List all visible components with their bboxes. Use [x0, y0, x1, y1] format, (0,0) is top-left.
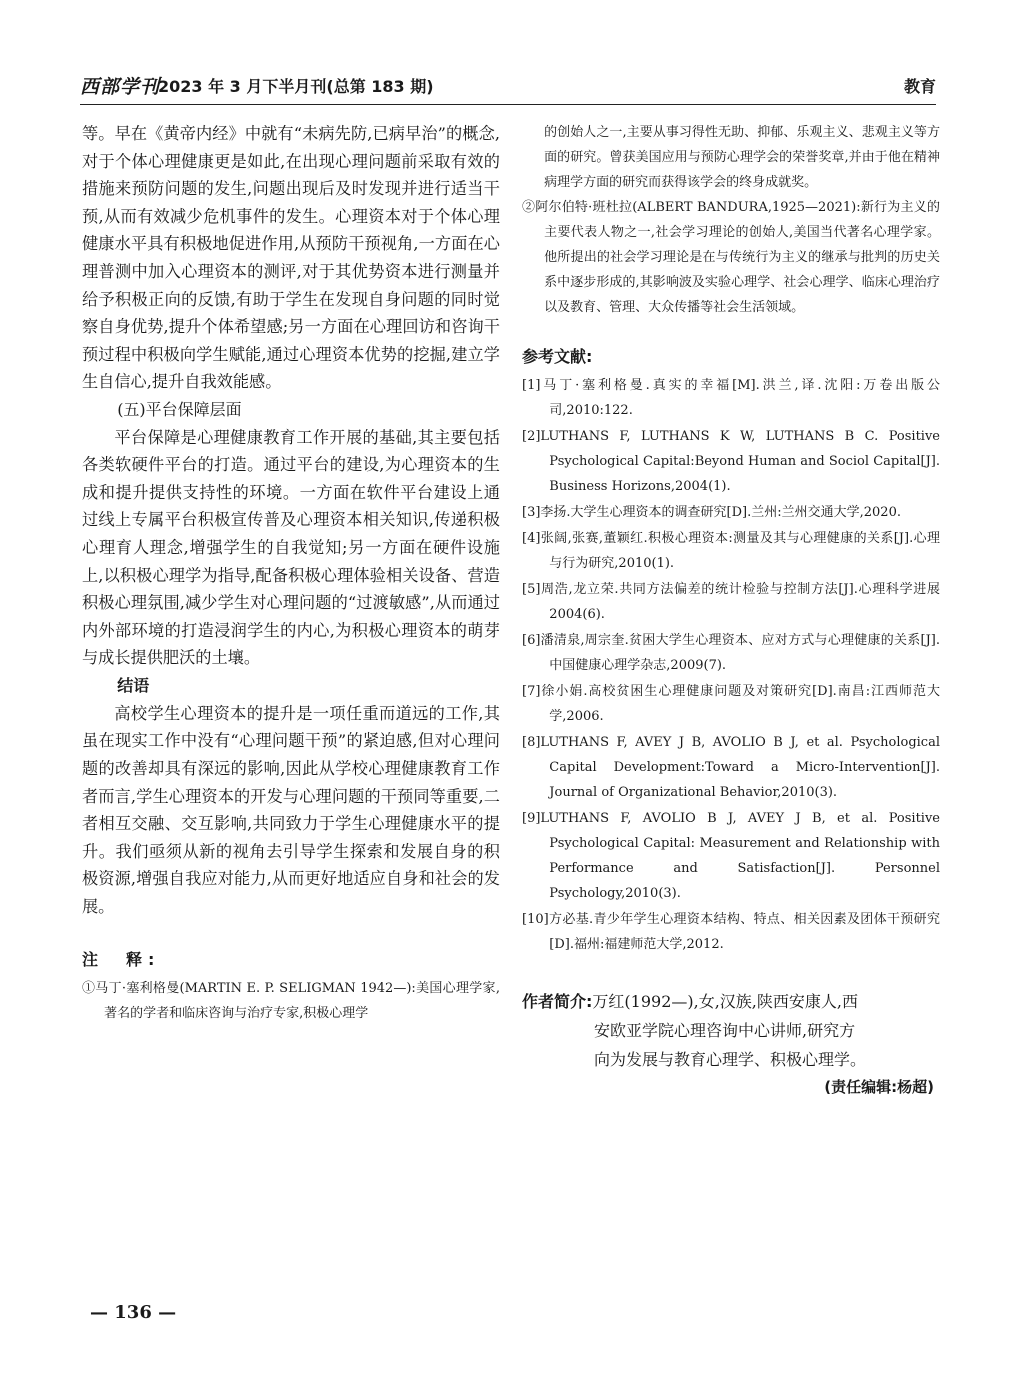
- notes-heading: 注 释:: [82, 949, 161, 969]
- page-number: — 136 —: [90, 1302, 177, 1323]
- footnote-1-continued: 的创始人之一,主要从事习得性无助、抑郁、乐观主义、悲观主义等方面的研究。曾获美国应用与预防心理学会的荣誉奖章,并由于他在精神病理学方面的研究而获得该学会的终身成就奖。: [544, 125, 940, 190]
- reference-item: [5]周浩,龙立荣.共同方法偏差的统计检验与控制方法[J].心理科学进展 2004(6).: [522, 582, 940, 622]
- responsible-editor: (责任编辑:杨超): [824, 1078, 934, 1096]
- footnote-2: ②阿尔伯特·班杜拉(ALBERT BANDURA,1925—2021):新行为主义的主要代表人物之一,社会学习理论的创始人,美国当代著名心理学家。他所提出的社会学习理论是在与传统行为主义的继承与批判的历史关系中逐步形成的,其影响波及实验心理学、社会心理学、临床心理治疗以及教育、管理、大众传播等社会生活领域。: [522, 200, 940, 315]
- body-paragraph-3: 高校学生心理资本的提升是一项任重而道远的工作,其虽在现实工作中没有“心理问题干预”的紧迫感,但对心理问题的改善却具有深远的影响,因此从学校心理健康教育工作者而言,学生心理资本的开发与心理问题的干预同等重要,二者相互交融、交互影响,共同致力于学生心理健康水平的提升。我们亟须从新的视角去引导学生探索和发展自身的积极资源,增强自我应对能力,从而更好地适应自身和社会的发展。: [82, 703, 500, 917]
- body-paragraph-2: 平台保障是心理健康教育工作开展的基础,其主要包括各类软硬件平台的打造。通过平台的建设,为心理资本的生成和提升提供支持性的环境。一方面在软件平台建设上通过线上专属平台积极宣传普及心理资本相关知识,传递积极心理育人理念,增强学生的自我觉知;另一方面在硬件设施上,以积极心理学为指导,配备积极心理体验相关设备、营造积极心理氛围,减少学生对心理问题的“过渡敏感”,从而通过内外部环境的打造浸润学生的内心,为积极心理资本的萌芽与成长提供肥沃的土壤。: [82, 427, 500, 668]
- issue-info: 2023 年 3 月下半月刊(总第 183 期): [158, 77, 434, 96]
- references-heading: 参考文献:: [522, 347, 593, 366]
- subsection-heading-5: (五)平台保障层面: [117, 399, 242, 419]
- reference-item: [9]LUTHANS F, AVOLIO B J, AVEY J B, et al. Positive Psychological Capital: Measurement and Relationship with Performance and Satisfaction[J]. Personnel Psychology,2010(3).: [522, 811, 940, 901]
- author-bio-line-1: 万红(1992—),女,汉族,陕西安康人,西: [592, 992, 858, 1011]
- reference-item: [8]LUTHANS F, AVEY J B, AVOLIO B J, et al. Psychological Capital Development:Toward a Micro-Intervention[J]. Journal of Organizational Behavior,2010(3).: [522, 735, 940, 800]
- author-bio-label: 作者简介:: [522, 992, 593, 1011]
- reference-item: [10]方必基.青少年学生心理资本结构、特点、相关因素及团体干预研究[D].福州:福建师范大学,2012.: [522, 912, 940, 952]
- author-bio-line-3: 向为发展与教育心理学、积极心理学。: [594, 1050, 867, 1069]
- reference-item: [4]张阔,张赛,董颖红.积极心理资本:测量及其与心理健康的关系[J].心理与行为研究,2010(1).: [522, 531, 940, 571]
- footnote-1: ①马丁·塞利格曼(MARTIN E. P. SELIGMAN 1942—):美国心理学家,著名的学者和临床咨询与治疗专家,积极心理学: [82, 980, 500, 1021]
- reference-item: [3]李扬.大学生心理资本的调查研究[D].兰州:兰州交通大学,2020.: [522, 505, 901, 520]
- author-bio: [522, 987, 940, 1074]
- reference-item: [2]LUTHANS F, LUTHANS K W, LUTHANS B C. Positive Psychological Capital:Beyond Human and Sociol Capital[J]. Business Horizons,2004(1).: [522, 429, 940, 494]
- running-header: [80, 72, 936, 105]
- section-tag: 教育: [903, 77, 936, 96]
- right-column: [522, 120, 940, 1097]
- reference-item: [7]徐小娟.高校贫困生心理健康问题及对策研究[D].南昌:江西师范大学,2006.: [522, 684, 940, 724]
- conclusion-heading: 结语: [117, 675, 150, 695]
- author-bio-line-2: 安欧亚学院心理咨询中心讲师,研究方: [594, 1021, 856, 1040]
- body-paragraph-1: 等。早在《黄帝内经》中就有“未病先防,已病早治”的概念,对于个体心理健康更是如此,在出现心理问题前采取有效的措施来预防问题的发生,问题出现后及时发现并进行适当干预,从而有效减少危机事件的发生。心理资本对于个体心理健康水平具有积极地促进作用,从预防干预视角,一方面在心理普测中加入心理资本的测评,对于其优势资本进行测量并给予积极正向的反馈,有助于学生在发现自身问题的同时觉察自身优势,提升个体希望感;另一方面在心理回访和咨询干预过程中积极向学生赋能,通过心理资本优势的挖掘,建立学生自信心,提升自我效能感。: [82, 124, 500, 392]
- reference-item: [1]马丁·塞利格曼.真实的幸福[M].洪兰,译.沈阳:万卷出版公司,2010:122.: [522, 378, 940, 418]
- reference-list: [522, 373, 940, 957]
- left-column: [82, 120, 500, 1026]
- journal-logo: 西部学刊: [80, 76, 161, 98]
- reference-item: [6]潘清泉,周宗奎.贫困大学生心理资本、应对方式与心理健康的关系[J].中国健康心理学杂志,2009(7).: [522, 633, 940, 673]
